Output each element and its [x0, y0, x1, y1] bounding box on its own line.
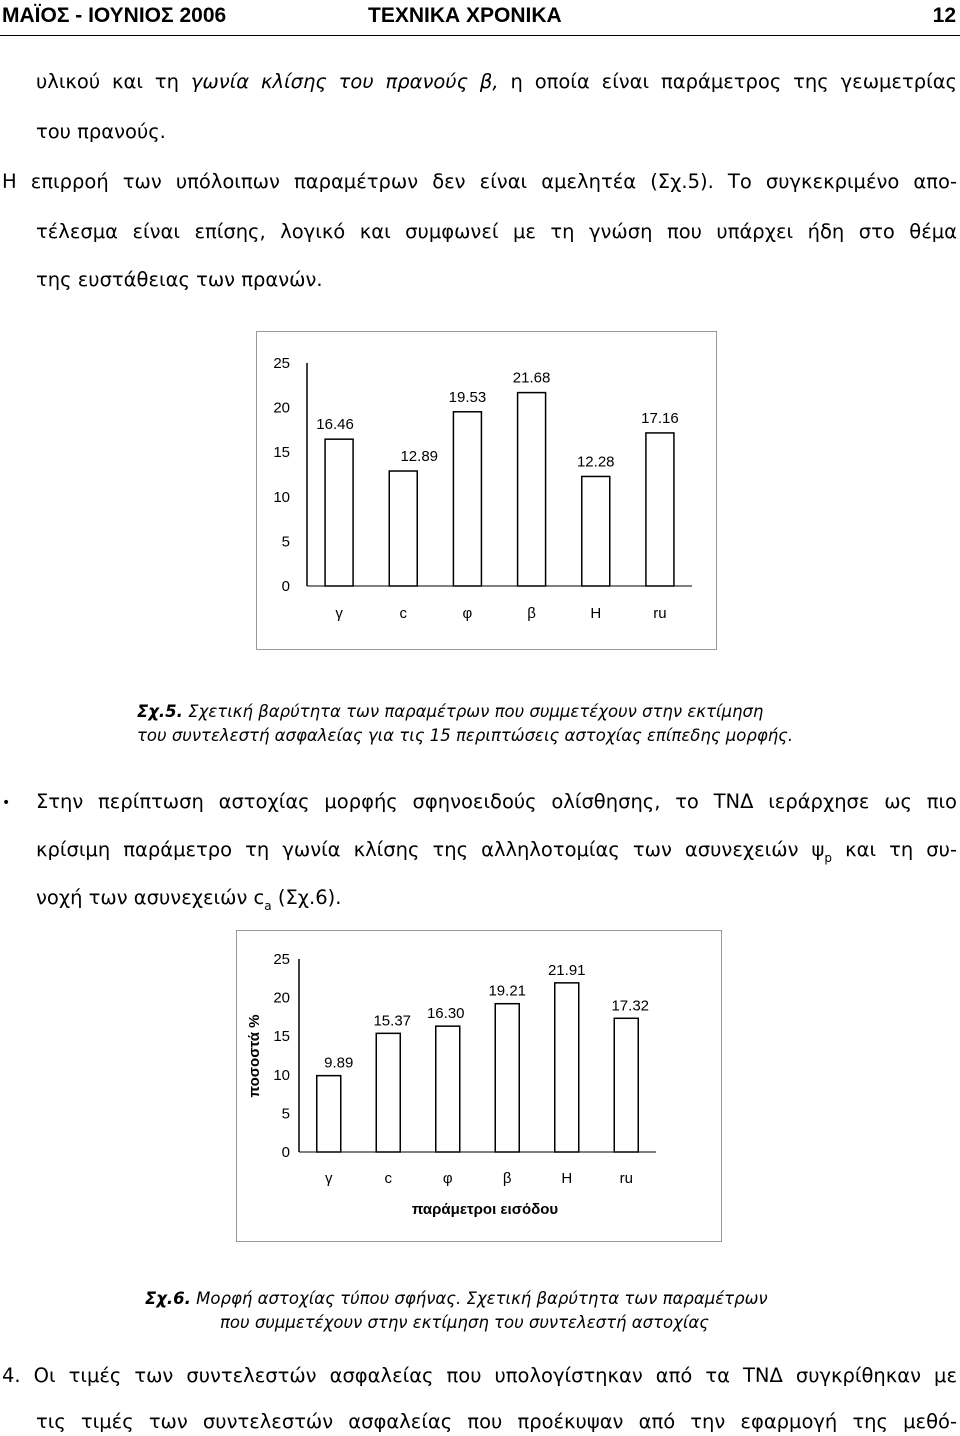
- bullet-para-line2-pre: κρίσιμη παράμετρο τη γωνία κλίσης της αλληλοτομίας των ασυνεχειών ψ: [36, 838, 825, 861]
- bullet-para-line2: [36, 838, 957, 870]
- figure6-bar-chart: [236, 930, 722, 1242]
- para4-line2: τις τιμές των συντελεστών ασφαλείας που προέκυψαν από την εφαρμογή της μεθό-: [36, 1410, 957, 1433]
- para1-line2: του πρανούς.: [36, 120, 166, 143]
- fig6-bar-1: [317, 1076, 341, 1152]
- para1-line1-post: η οποία είναι παράμετρος της γεωμετρίας: [498, 70, 957, 93]
- fig6-data-label-4: 19.21: [488, 982, 527, 1000]
- fig5-data-label-1: 16.46: [316, 416, 354, 434]
- figure5-bar-chart: [256, 331, 717, 650]
- fig6-data-label-3: 16.30: [426, 1005, 465, 1023]
- bullet-para-sub-p: p: [824, 851, 833, 865]
- page-header: [0, 0, 960, 36]
- fig5-bar-5: [582, 476, 610, 586]
- fig5-ytick-25: 25: [273, 355, 290, 372]
- bullet-para-line1: Στην περίπτωση αστοχίας μορφής σφηνοειδούς ολίσθησης, το ΤΝΔ ιεράρχησε ως πιο: [36, 790, 957, 813]
- fig6-x-axis-title: παράμετροι εισόδου: [411, 1201, 559, 1218]
- fig5-category-label-5: H: [590, 605, 602, 622]
- fig5-bar-4: [518, 393, 546, 586]
- header-journal-title: ΤΕΧΝΙΚΑ ΧΡΟΝΙΚΑ: [368, 4, 562, 27]
- figure5-caption-label: Σχ.5.: [137, 702, 183, 721]
- fig5-data-label-6: 17.16: [641, 409, 679, 427]
- fig5-category-label-6: ru: [653, 605, 667, 622]
- fig5-bar-1: [325, 439, 353, 586]
- fig6-category-label-3: φ: [442, 1170, 453, 1187]
- fig5-ytick-10: 10: [273, 488, 290, 506]
- figure6-chart-svg: [237, 931, 721, 1241]
- figure5-chart-svg: [257, 332, 716, 649]
- fig5-data-label-4: 21.68: [512, 369, 551, 387]
- fig6-data-label-6: 17.32: [611, 997, 650, 1015]
- fig6-bar-3: [436, 1026, 460, 1152]
- fig6-ytick-10: 10: [273, 1066, 290, 1084]
- bullet-marker: •: [2, 795, 11, 811]
- fig6-category-label-5: H: [561, 1170, 573, 1187]
- para1-line1: [36, 70, 957, 94]
- fig6-data-label-2: 15.37: [373, 1012, 412, 1030]
- para1-line1-pre: υλικού και τη: [36, 70, 191, 93]
- para4-line1: 4. Οι τιμές των συντελεστών ασφαλείας που υπολογίστηκαν από τα ΤΝΔ συγκρίθηκαν με: [2, 1364, 957, 1387]
- fig6-ytick-20: 20: [273, 989, 290, 1007]
- fig5-ytick-15: 15: [273, 444, 290, 462]
- figure5-caption-line1: [137, 702, 817, 722]
- figure5-caption-line2: του συντελεστή ασφαλείας για τις 15 περιπτώσεις αστοχίας επίπεδης μορφής.: [137, 726, 794, 745]
- fig5-category-label-4: β: [527, 605, 536, 622]
- fig6-category-label-1: γ: [325, 1170, 333, 1187]
- figure6-caption-text1: Μορφή αστοχίας τύπου σφήνας. Σχετική βαρύτητα των παραμέτρων: [190, 1289, 768, 1308]
- fig5-bar-6: [646, 433, 674, 586]
- fig6-y-axis-title: ποσοστά %: [246, 1014, 263, 1098]
- fig6-bar-2: [376, 1033, 400, 1152]
- fig6-category-label-4: β: [502, 1170, 512, 1187]
- figure6-caption-line1: [145, 1289, 825, 1309]
- fig6-ytick-0: 0: [281, 1144, 290, 1161]
- fig5-ytick-0: 0: [281, 578, 290, 595]
- para1-line1-italic: γωνία κλίσης του πρανούς β,: [190, 70, 499, 93]
- figure5-caption-text1: Σχετική βαρύτητα των παραμέτρων που συμμετέχουν στην εκτίμηση: [182, 702, 764, 721]
- fig6-ytick-25: 25: [273, 951, 290, 968]
- fig6-ytick-5: 5: [281, 1105, 290, 1123]
- fig6-category-label-2: c: [384, 1170, 392, 1187]
- fig5-category-label-1: γ: [335, 605, 343, 622]
- fig6-ytick-15: 15: [273, 1028, 290, 1046]
- bullet-para-line3-post: (Σχ.6).: [271, 886, 342, 909]
- header-rule: [0, 35, 960, 36]
- para2-line1: Η επιρροή των υπόλοιπων παραμέτρων δεν είναι αμελητέα (Σχ.5). Το συγκεκριμένο απο-: [2, 170, 957, 193]
- para2-line3: της ευστάθειας των πρανών.: [36, 268, 323, 291]
- bullet-para-line2-post: και τη συ-: [832, 838, 957, 861]
- fig5-data-label-2: 12.89: [400, 448, 439, 466]
- fig6-category-label-6: ru: [619, 1170, 633, 1187]
- fig5-category-label-3: φ: [462, 605, 473, 622]
- para2-line2: τέλεσμα είναι επίσης, λογικό και συμφωνεί με τη γνώση που υπάρχει ήδη στο θέμα: [36, 220, 957, 243]
- fig5-data-label-3: 19.53: [448, 388, 487, 406]
- fig6-data-label-5: 21.91: [547, 961, 586, 979]
- fig6-bar-4: [495, 1004, 519, 1152]
- bullet-para-line3-pre: νοχή των ασυνεχειών c: [36, 886, 265, 909]
- figure6-caption-line2: που συμμετέχουν στην εκτίμηση του συντελεστή αστοχίας: [220, 1313, 709, 1332]
- fig5-bar-2: [389, 471, 417, 586]
- bullet-para-line3: [36, 886, 341, 918]
- header-issue-date: ΜΑΪΟΣ - ΙΟΥΝΙΟΣ 2006: [2, 4, 227, 27]
- fig5-ytick-5: 5: [281, 533, 290, 551]
- fig6-bar-6: [614, 1018, 638, 1152]
- fig5-ytick-20: 20: [273, 399, 290, 417]
- header-page-number: 12: [932, 4, 956, 27]
- fig6-data-label-1: 9.89: [324, 1054, 354, 1072]
- fig5-category-label-2: c: [399, 605, 407, 622]
- bullet-para-sub-a: a: [264, 899, 272, 913]
- fig5-bar-3: [453, 412, 481, 586]
- figure6-caption-label: Σχ.6.: [145, 1289, 191, 1308]
- fig6-bar-5: [555, 983, 579, 1152]
- fig5-data-label-5: 12.28: [576, 453, 615, 471]
